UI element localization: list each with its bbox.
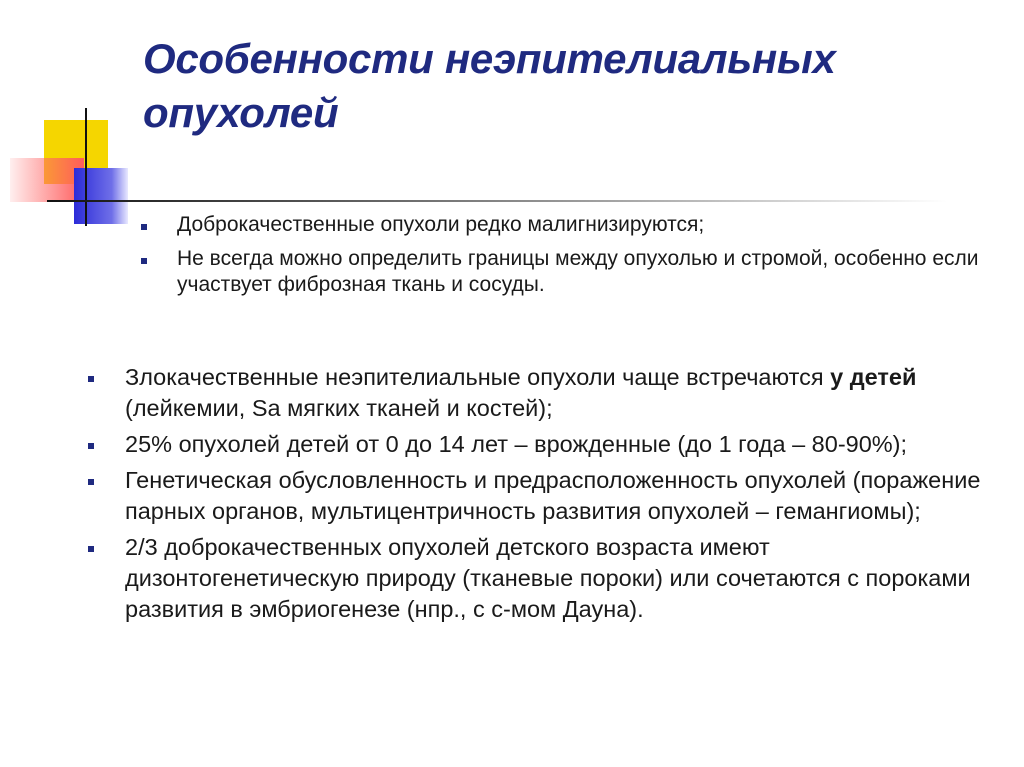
list-item-text (125, 362, 985, 424)
list-item-text-part: Злокачественные неэпителиальные опухоли чаще встречаются (125, 364, 831, 390)
list-item (85, 465, 985, 527)
slide-title (143, 32, 1003, 140)
square-bullet-icon (88, 546, 94, 552)
list-item-emphasis: у детей (830, 364, 917, 390)
list-item (139, 246, 989, 298)
list-item-text: 25% опухолей детей от 0 до 14 лет – врожденные (до 1 года – 80-90%); (125, 431, 908, 457)
list-item-text: Доброкачественные опухоли редко малигнизируются; (177, 213, 705, 236)
square-bullet-icon (141, 224, 147, 230)
list-item-text: Генетическая обусловленность и предрасположенность опухолей (поражение парных органов, мультицентричность развития опухолей – гемангиомы); (125, 467, 981, 524)
decorative-blue-square (74, 168, 128, 224)
benign-features-list (139, 212, 989, 306)
list-item-text-part: (лейкемии, Sa мягких тканей и костей); (125, 395, 553, 421)
list-item-text: Не всегда можно определить границы между опухолью и стромой, особенно если участвует фиброзная ткань и сосуды. (177, 247, 979, 296)
list-item (85, 429, 985, 460)
slide-title-line-1: Особенности неэпителиальных (143, 35, 836, 82)
square-bullet-icon (88, 443, 94, 449)
title-underline-rule (47, 200, 947, 202)
decorative-vertical-line (85, 108, 87, 226)
decorative-red-gradient-block (10, 158, 84, 202)
list-item (139, 212, 989, 238)
square-bullet-icon (141, 258, 147, 264)
malignant-features-list (85, 362, 985, 630)
list-item (85, 362, 985, 424)
square-bullet-icon (88, 479, 94, 485)
list-item-text: 2/3 доброкачественных опухолей детского возраста имеют дизонтогенетическую природу (тканевые пороки) или сочетаются с пороками развития в эмбриогенезе (нпр., с с-мом Дауна). (125, 534, 971, 622)
slide-title-line-2: опухолей (143, 89, 339, 136)
list-item (85, 532, 985, 625)
square-bullet-icon (88, 376, 94, 382)
